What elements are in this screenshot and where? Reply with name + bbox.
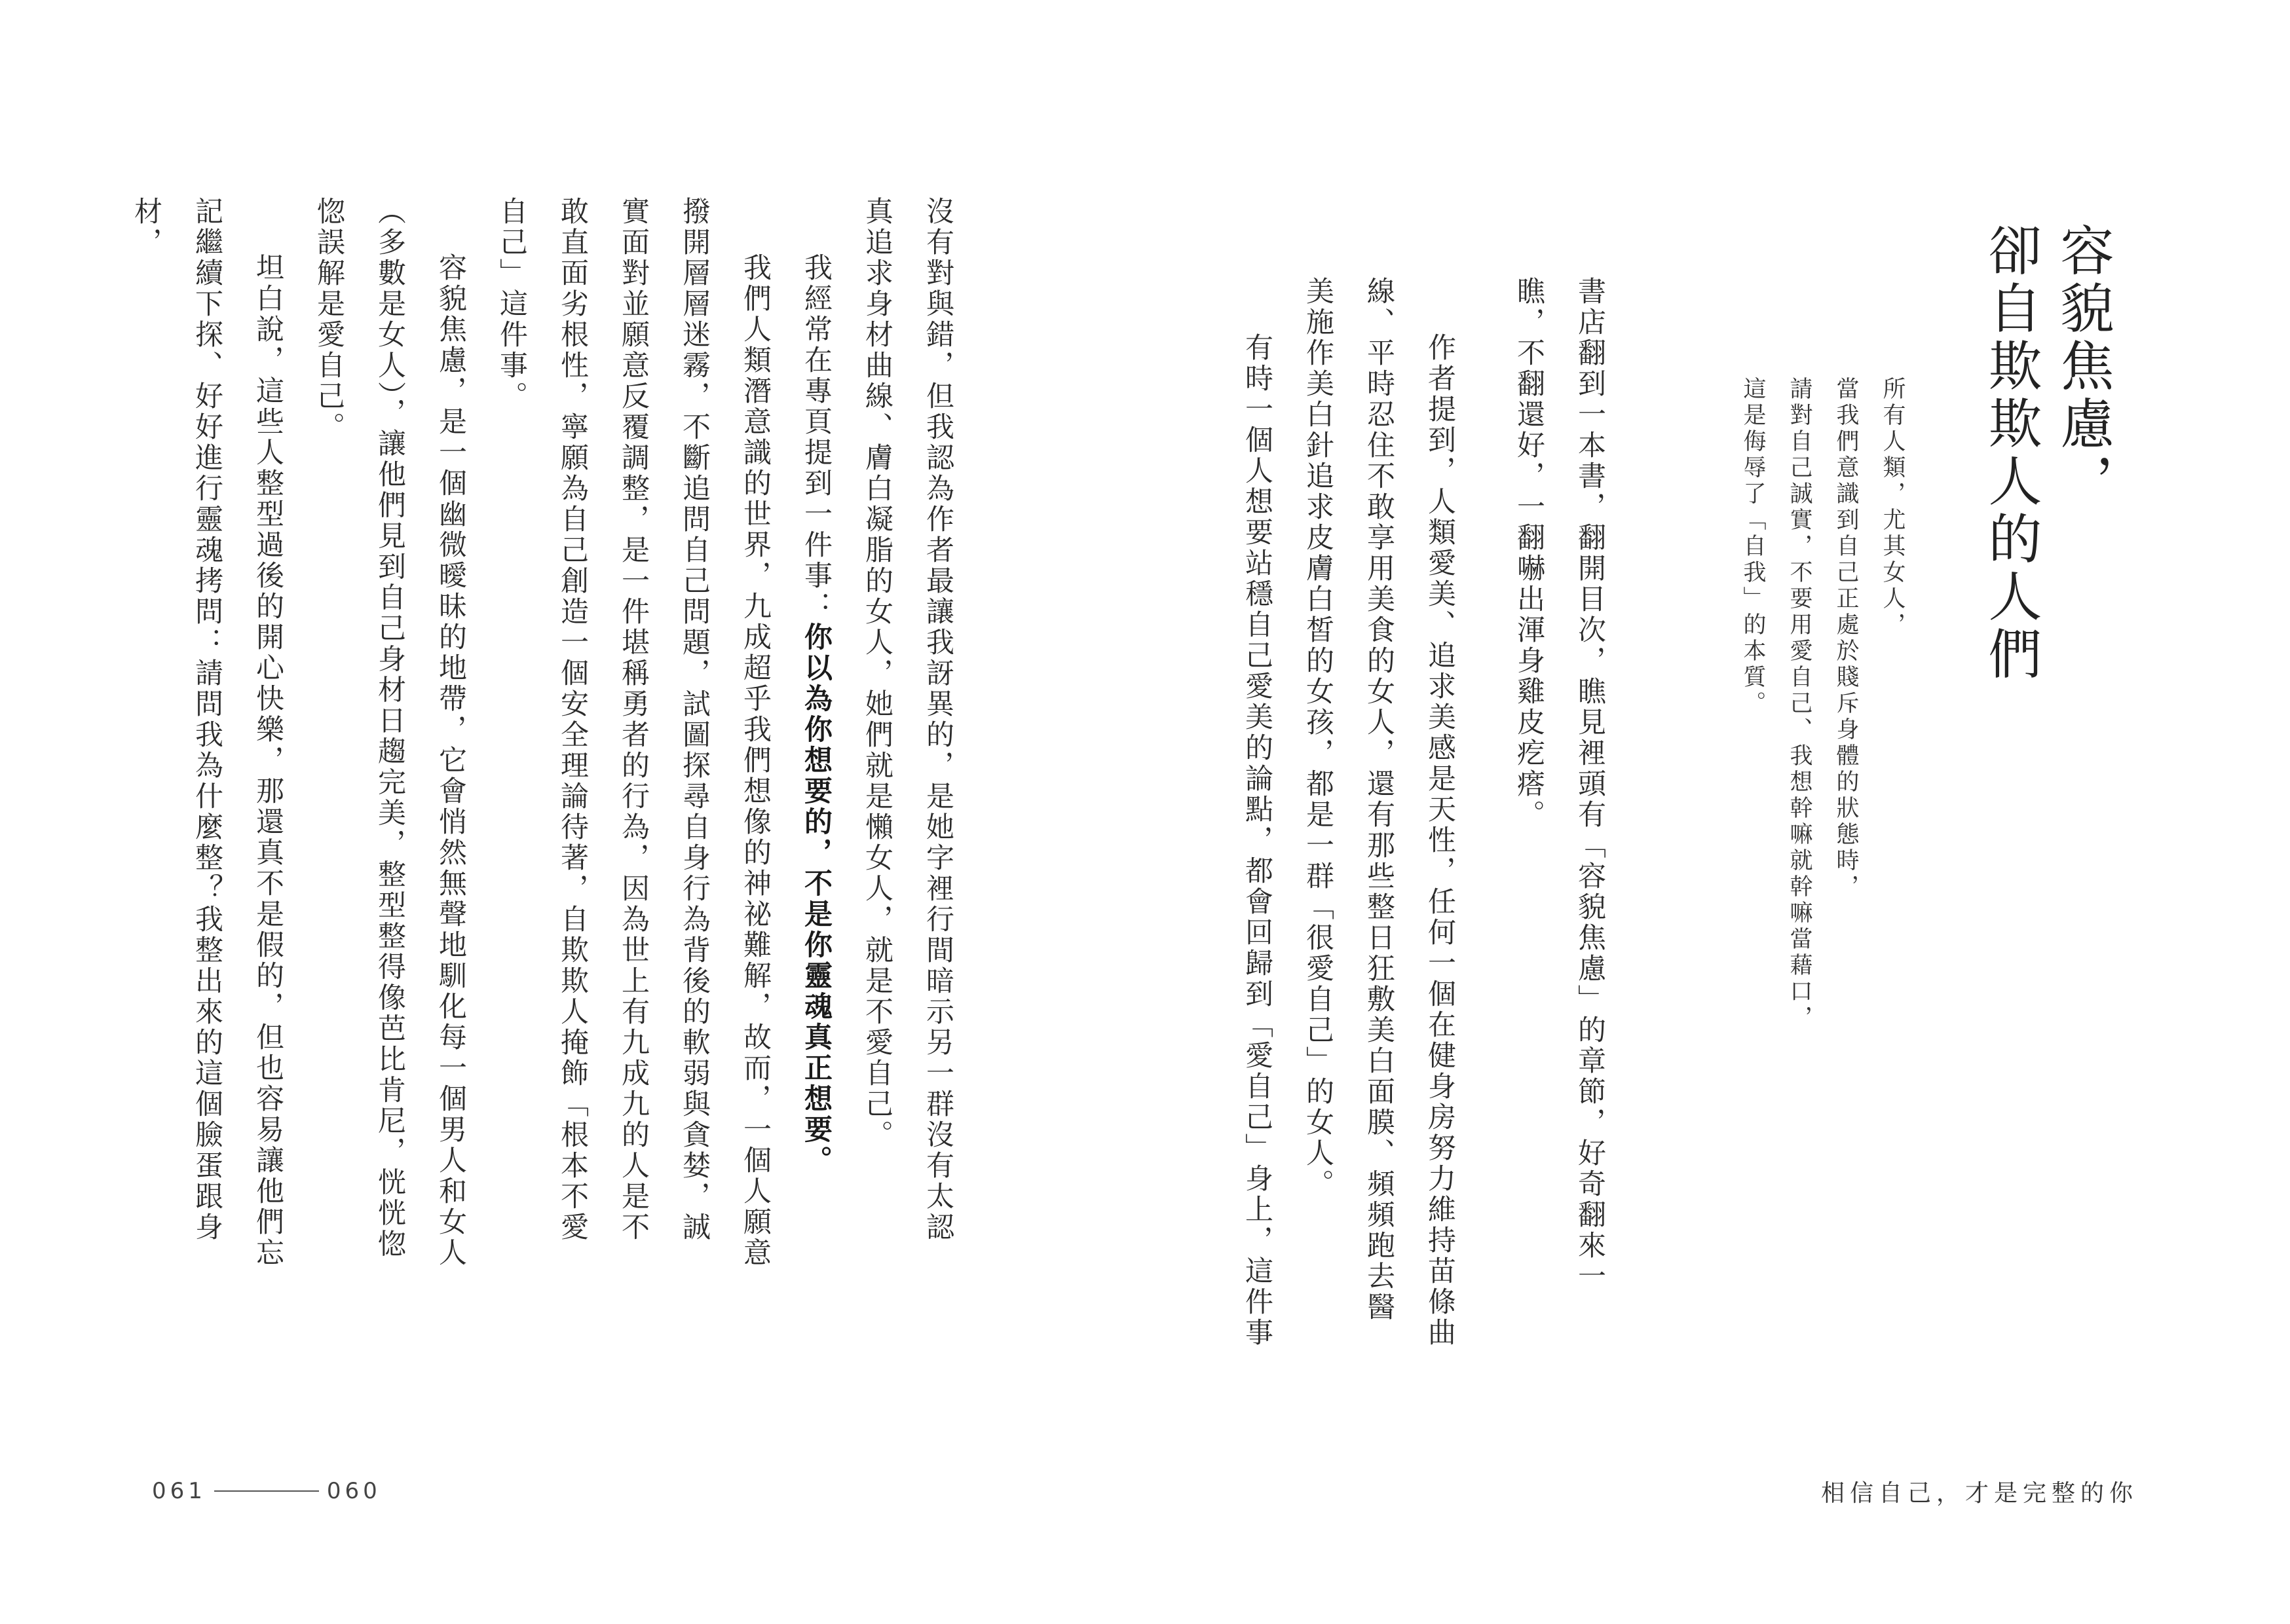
body-text-left-page — [115, 196, 968, 1270]
paragraph-honestly: 坦白說，這些人整型過後的開心快樂，那還真不是假的，但也容易讓他們忘記繼續下探、好好進行靈魂拷問：請問我為什麼整？我整出來的這個臉蛋跟身材， — [130, 196, 284, 1268]
page-numbers — [152, 1478, 381, 1504]
paragraph-appearance-anxiety: 容貌焦慮，是一個幽微曖昧的地帶，它會悄然無聲地馴化每一個男人和女人（多數是女人），讓他們見到自己身材日趨完美，整型整得像芭比肯尼，恍恍惚惚誤解是愛自己。 — [312, 196, 467, 1268]
paragraph-bookstore: 書店翻到一本書，翻開目次，瞧見裡頭有「容貌焦慮」的章節，好奇翻來一瞧，不翻還好，一翻嚇出渾身雞皮疙瘩。 — [1512, 276, 1606, 1292]
paragraph-highlight — [785, 196, 846, 1270]
paragraph-right-or-wrong: 沒有對與錯，但我認為作者最讓我訝異的，是她字裡行間暗示另一群沒有太認真追求身材曲線、膚白凝脂的女人，她們就是懶女人，就是不愛自己。 — [861, 196, 954, 1243]
title-line-1: 容貌焦慮， — [2052, 223, 2114, 511]
epigraph-line-2: 當我們意識到自己正處於賤斥身體的狀態時， — [1833, 377, 1859, 900]
paragraph-beauty-argument: 有時一個人想要站穩自己愛美的論點，都會回歸到「愛自己」身上，這件事 — [1241, 333, 1273, 1348]
body-text-right-page — [1226, 276, 1648, 1350]
epigraph-line-1: 所有人類，尤其女人， — [1879, 377, 1905, 638]
title-line-2: 卻自欺欺人的人們 — [1980, 223, 2042, 684]
paragraph-author-claim: 作者提到，人類愛美、追求美感是天性，任何一個在健身房努力維持苗條曲線、平時忍住不敢享用美食的女人，還有那些整日狂敷美白面膜、頻頻跑去醫美施作美白針追求皮膚白皙的女孩，都是一群「很愛自己」的女人。 — [1302, 276, 1456, 1348]
running-title: 相信自己，才是完整的你 — [1820, 1480, 2138, 1507]
epigraph-line-3: 請對自己誠實，不要用愛自己、我想幹嘛就幹嘛當藉口， — [1786, 377, 1812, 1031]
page-number-left: 061 — [152, 1478, 206, 1504]
epigraph-line-4: 這是侮辱了「自我」的本質。 — [1740, 377, 1766, 717]
epigraph — [1729, 377, 1915, 1031]
page-number-right: 060 — [326, 1478, 381, 1504]
paragraph-subconscious: 我們人類潛意識的世界，九成超乎我們想像的神祕難解，故而，一個人願意撥開層層迷霧，不斷追問自己問題，試圖探尋自身行為背後的軟弱與貪婪，誠實面對並願意反覆調整，是一件堪稱勇者的行為，因為世上有九成九的人是不敢直面劣根性，寧願為自己創造一個安全理論待著，自欺欺人掩飾「根本不愛自己」這件事。 — [495, 196, 772, 1268]
highlight-bold-statement: 你以為你想要的，不是你靈魂真正想要。 — [800, 622, 833, 1176]
page-title — [1974, 223, 2118, 684]
highlight-lead: 我經常在專頁提到一件事： — [800, 253, 833, 622]
page-number-divider — [214, 1490, 319, 1492]
